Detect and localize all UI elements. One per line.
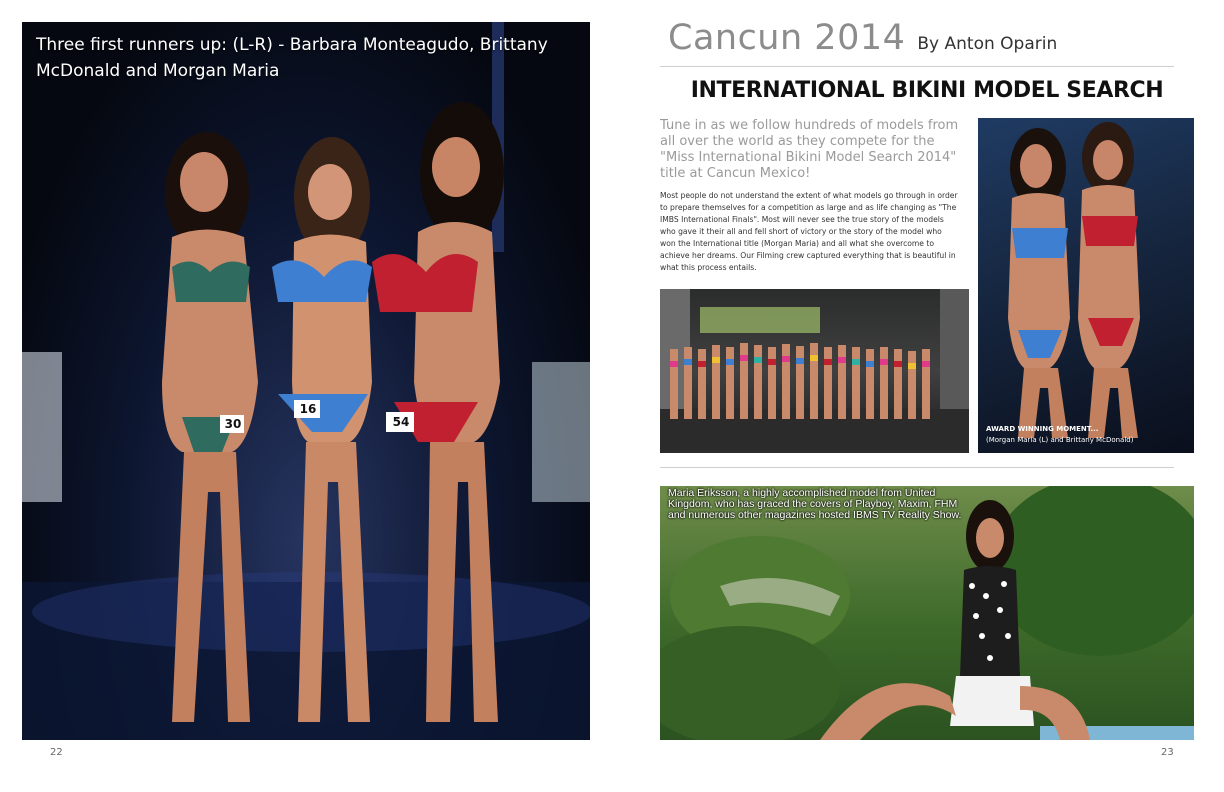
bib-number-left: 30 [224, 417, 242, 431]
award-moment-caption [986, 424, 1133, 446]
runners-up-illustration [22, 22, 590, 740]
bib-number-middle: 16 [299, 402, 317, 416]
contestants-illustration [660, 289, 969, 453]
runners-up-photo [22, 22, 590, 740]
page-number-right: 23 [1161, 747, 1174, 758]
section-banner: INTERNATIONAL BIKINI MODEL SEARCH [690, 78, 1164, 103]
article-byline: By Anton Oparin [917, 34, 1058, 54]
page-number-left: 22 [50, 747, 63, 758]
article-title: Cancun 2014 [668, 18, 906, 58]
body-paragraph: Most people do not understand the extent of what models go through in order to prepare themselves for a competition as large and as life changing as "The IMBS International Finals". Most will never see the true story of the models who gave it their all and fell short of victory or the story of the model who won the International title (Morgan Maria) and all what she overcome to achieve her dreams. Our Filming crew captured everything that is beautiful in what this process entails. [660, 191, 958, 272]
bib-number-right: 54 [392, 415, 410, 429]
award-moment-illustration [978, 118, 1194, 453]
maria-eriksson-illustration [660, 486, 1194, 740]
maria-eriksson-caption: Maria Eriksson, a highly accomplished model from United Kingdom, who has graced the covers of Playboy, Maxim, FHM and numerous other magazines hosted IBMS TV Reality Show. [668, 487, 962, 521]
award-moment-caption-title: AWARD WINNING MOMENT... [986, 425, 1099, 433]
section-divider [660, 467, 1174, 468]
contestants-group-photo [660, 289, 969, 453]
maria-eriksson-photo [660, 486, 1194, 740]
runners-up-caption: Three first runners up: (L-R) - Barbara Monteagudo, Brittany McDonald and Morgan Maria [36, 35, 548, 81]
lead-paragraph: Tune in as we follow hundreds of models from all over the world as they compete for the "Miss International Bikini Model Search 2014" title at Cancun Mexico! [660, 118, 959, 181]
award-moment-photo [978, 118, 1194, 453]
article-headline [668, 18, 1057, 58]
award-moment-caption-names: (Morgan Maria (L) and Brittany McDonald) [986, 436, 1134, 444]
headline-divider [660, 66, 1174, 67]
